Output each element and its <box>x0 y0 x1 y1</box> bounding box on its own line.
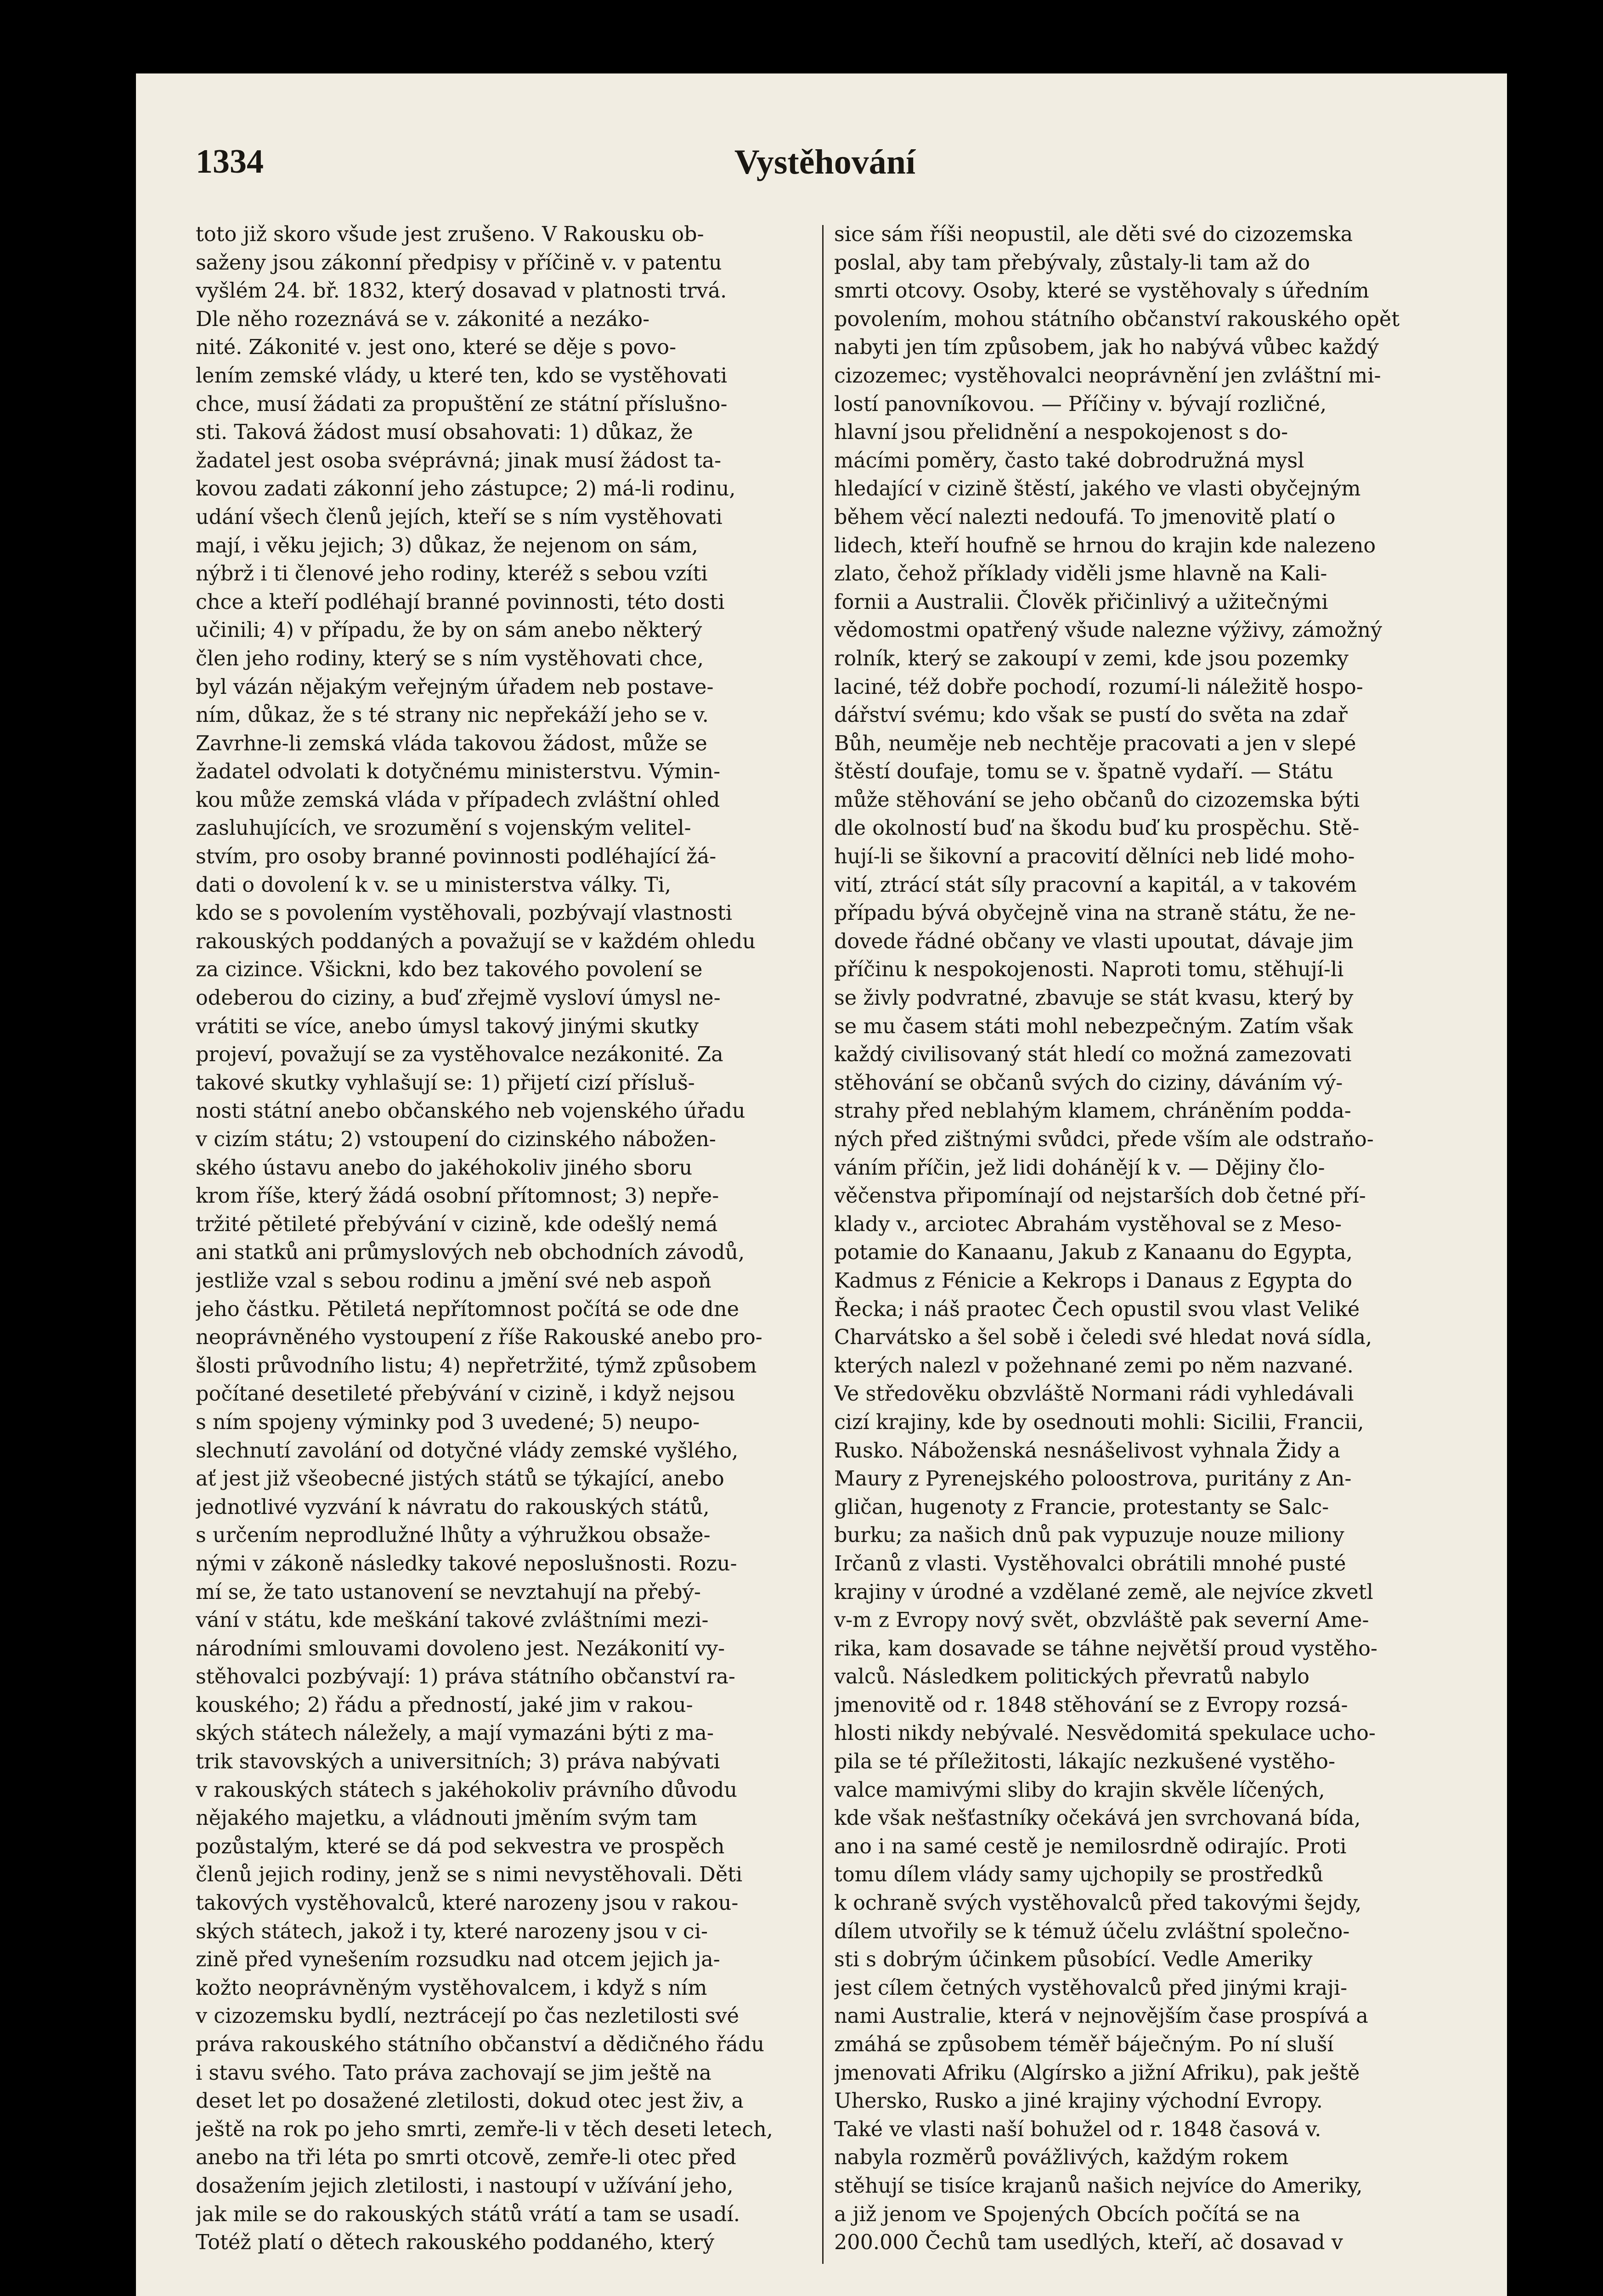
text-line: projeví, považují se za vystěhovalce nezákonité. Za <box>196 1043 723 1067</box>
text-line: šlosti průvodního listu; 4) nepřetržité, týmž způsobem <box>196 1354 757 1378</box>
text-line: poslal, aby tam přebývaly, zůstaly-li tam až do <box>834 251 1310 275</box>
text-line: Irčanů z vlasti. Vystěhovalci obrátili mnohé pusté <box>834 1552 1346 1576</box>
text-line: cizí krajiny, kde by osednouti mohli: Sicilii, Francii, <box>834 1410 1364 1434</box>
text-line: jestliže vzal s sebou rodinu a jmění své neb aspoň <box>196 1269 711 1293</box>
text-line: sti. Taková žádost musí obsahovati: 1) důkaz, že <box>196 421 693 445</box>
text-line: valce mamivými sliby do krajin skvěle líčených, <box>834 1778 1325 1802</box>
text-line: Bůh, neuměje neb nechtěje pracovati a jen v slepé <box>834 732 1356 755</box>
text-line: lostí panovníkovou. — Příčiny v. bývají rozličné, <box>834 392 1327 416</box>
text-line: v cizím státu; 2) vstoupení do cizinského nábožen- <box>196 1128 716 1151</box>
text-line: stvím, pro osoby branné povinnosti podléhající žá- <box>196 845 717 869</box>
text-line: ských státech náležely, a mají vymazáni býti z ma- <box>196 1722 714 1745</box>
text-line: 200.000 Čechů tam usedlých, kteří, ač dosavad v <box>834 2231 1343 2255</box>
text-line: člen jeho rodiny, který se s ním vystěhovati chce, <box>196 647 704 670</box>
text-line: nami Australie, která v nejnovějším čase prospívá a <box>834 2004 1368 2028</box>
text-line: vání v státu, kde meškání takové zvláštními mezi- <box>196 1609 709 1632</box>
text-line: kožto neoprávněným vystěhovalcem, i když s ním <box>196 1976 707 2000</box>
text-line: každý civilisovaný stát hledí co možná zamezovati <box>834 1043 1352 1067</box>
text-line: chce, musí žádati za propuštění ze státní příslušno- <box>196 392 728 416</box>
text-line: strahy před neblahým klamem, chráněním podda- <box>834 1099 1351 1123</box>
text-line: nýbrž i ti členové jeho rodiny, kteréž s sebou vzíti <box>196 562 708 586</box>
text-line: takových vystěhovalců, které narozeny jsou v rakou- <box>196 1891 739 1915</box>
text-line: nými v zákoně následky takové neposlušnosti. Rozu- <box>196 1552 737 1576</box>
text-line: Kadmus z Fénicie a Kekrops i Danaus z Egypta do <box>834 1269 1352 1293</box>
text-line: nabyti jen tím způsobem, jak ho nabývá vůbec každý <box>834 336 1379 360</box>
text-line: deset let po dosažené zletilosti, dokud otec jest živ, a <box>196 2089 744 2113</box>
column-divider <box>822 225 824 2264</box>
text-line: jak mile se do rakouských států vrátí a tam se usadí. <box>196 2202 740 2226</box>
text-line: i stavu svého. Tato práva zachovají se jim ještě na <box>196 2061 711 2085</box>
text-line: trik stavovských a universitních; 3) práva nabývati <box>196 1750 720 1774</box>
text-line: dati o dovolení k v. se u ministerstva války. Ti, <box>196 873 672 897</box>
text-line: kovou zadati zákonní jeho zástupce; 2) má-li rodinu, <box>196 477 736 501</box>
left-text-column <box>196 220 811 2257</box>
text-line: Také ve vlasti naší bohužel od r. 1848 časová v. <box>834 2117 1321 2141</box>
text-line: tržité pětileté přebývání v cizině, kde odešlý nemá <box>196 1212 718 1236</box>
text-line: odeberou do ciziny, a buď zřejmě vysloví úmysl ne- <box>196 986 721 1010</box>
text-line: rika, kam dosavade se táhne největší proud vystěho- <box>834 1637 1377 1660</box>
page-number: 1334 <box>196 143 264 180</box>
text-line: s ním spojeny výminky pod 3 uvedené; 5) neupo- <box>196 1410 700 1434</box>
text-line: váním příčin, jež lidi dohánějí k v. — Dějiny člo- <box>834 1156 1325 1180</box>
book-page <box>136 73 1507 2296</box>
text-line: a již jenom ve Spojených Obcích počítá se na <box>834 2202 1300 2226</box>
text-line: se živly podvratné, zbavuje se stát kvasu, který by <box>834 986 1354 1010</box>
text-line: ského ústavu anebo do jakéhokoliv jiného sboru <box>196 1156 693 1180</box>
text-line: žadatel jest osoba svéprávná; jinak musí žádost ta- <box>196 449 722 473</box>
text-line: k ochraně svých vystěhovalců před takovými šejdy, <box>834 1891 1362 1915</box>
text-line: v cizozemsku bydlí, neztrácejí po čas nezletilosti své <box>196 2004 739 2028</box>
text-line: vití, ztrácí stát síly pracovní a kapitál, a v takovém <box>834 873 1357 897</box>
text-line: Ve středověku obzvláště Normani rádi vyhledávali <box>834 1382 1354 1406</box>
text-line: neoprávněného vystoupení z říše Rakouské anebo pro- <box>196 1326 762 1350</box>
text-line: rakouských poddaných a považují se v každém ohledu <box>196 929 756 953</box>
text-line: za cizince. Všickni, kdo bez takového povolení se <box>196 958 703 982</box>
text-line: zasluhujících, ve srozumění s vojenským velitel- <box>196 816 691 840</box>
text-line: dosažením jejich zletilosti, i nastoupí v užívání jeho, <box>196 2174 734 2198</box>
text-line: se mu časem státi mohl nebezpečným. Zatím však <box>834 1014 1353 1038</box>
text-line: valců. Následkem politických převratů nabylo <box>834 1665 1309 1689</box>
text-line: smrti otcovy. Osoby, které se vystěhovaly s úředním <box>834 279 1369 303</box>
text-line: pila se té příležitosti, lákajíc nezkušené vystěho- <box>834 1750 1336 1774</box>
text-line: mají, i věku jejich; 3) důkaz, že nejenom on sám, <box>196 534 698 557</box>
text-line: v-m z Evropy nový svět, obzvláště pak severní Ame- <box>834 1609 1369 1632</box>
text-line: Rusko. Náboženská nesnášelivost vyhnala Židy a <box>834 1439 1340 1463</box>
text-line: vyšlém 24. bř. 1832, který dosavad v platnosti trvá. <box>196 279 727 303</box>
text-line: jednotlivé vyzvání k návratu do rakouských států, <box>196 1495 710 1519</box>
text-line: hují-li se šikovní a pracovití dělníci neb lidé moho- <box>834 845 1355 869</box>
text-line: pozůstalým, které se dá pod sekvestra ve prospěch <box>196 1835 725 1858</box>
text-line: s určením neprodlužné lhůty a výhružkou obsaže- <box>196 1524 711 1548</box>
text-line: kterých nalezl v požehnané zemi po něm nazvané. <box>834 1354 1354 1378</box>
text-line: počítané desetileté přebývání v cizině, i když nejsou <box>196 1382 735 1406</box>
text-line: toto již skoro všude jest zrušeno. V Rakousku ob- <box>196 223 704 246</box>
text-line: saženy jsou zákonní předpisy v příčině v. v patentu <box>196 251 722 275</box>
text-line: nabyla rozměrů povážlivých, každým rokem <box>834 2146 1289 2170</box>
text-line: anebo na tři léta po smrti otcově, zemře-li otec před <box>196 2146 736 2170</box>
text-line: jmenovati Afriku (Algírsko a jižní Afriku), pak ještě <box>834 2061 1360 2085</box>
text-line: ani statků ani průmyslových neb obchodních závodů, <box>196 1241 745 1265</box>
text-line: Totéž platí o dětech rakouského poddaného, který <box>196 2231 715 2255</box>
text-line: krom říše, který žádá osobní přítomnost; 3) nepře- <box>196 1184 719 1208</box>
text-line: povolením, mohou státního občanství rakouského opět <box>834 307 1400 331</box>
text-line: tomu dílem vlády samy ujchopily se prostředků <box>834 1863 1324 1887</box>
text-line: členů jejich rodiny, jenž se s nimi nevystěhovali. Děti <box>196 1863 743 1887</box>
text-line: vědomostmi opatřený všude nalezne výživy, zámožný <box>834 619 1383 642</box>
text-line: národními smlouvami dovoleno jest. Nezákonití vy- <box>196 1637 725 1660</box>
text-line: během věcí nalezti nedoufá. To jmenovitě platí o <box>834 505 1336 529</box>
text-line: potamie do Kanaanu, Jakub z Kanaanu do Egypta, <box>834 1241 1353 1265</box>
text-line: slechnutí zavolání od dotyčné vlády zemské vyšlého, <box>196 1439 739 1463</box>
text-line: sti s dobrým účinkem působící. Vedle Ameriky <box>834 1948 1313 1972</box>
text-line: laciné, též dobře pochodí, rozumí-li náležitě hospo- <box>834 675 1363 699</box>
text-line: gličan, hugenoty z Francie, protestanty se Salc- <box>834 1495 1329 1519</box>
text-line: ných před zištnými svůdci, přede vším ale odstraňo- <box>834 1128 1374 1151</box>
text-line: ještě na rok po jeho smrti, zemře-li v těch deseti letech, <box>196 2117 773 2141</box>
text-line: Maury z Pyrenejského poloostrova, puritány z An- <box>834 1467 1352 1491</box>
text-line: jeho částku. Pětiletá nepřítomnost počítá se ode dne <box>196 1297 739 1321</box>
text-line: dovede řádné občany ve vlasti upoutat, dávaje jim <box>834 929 1354 953</box>
text-line: v rakouských státech s jakéhokoliv právního důvodu <box>196 1778 738 1802</box>
text-line: udání všech členů jejích, kteří se s ním vystěhovati <box>196 505 722 529</box>
text-line: zmáhá se způsobem téměř báječným. Po ní sluší <box>834 2033 1334 2056</box>
running-head-title: Vystěhování <box>734 143 916 181</box>
text-line: příčinu k nespokojenosti. Naproti tomu, stěhují-li <box>834 958 1344 982</box>
text-line: ano i na samé cestě je nemilosrdně odirajíc. Proti <box>834 1835 1347 1858</box>
text-line: krajiny v úrodné a vzdělané země, ale nejvíce zkvetl <box>834 1580 1373 1604</box>
text-line: žadatel odvolati k dotyčnému ministerstvu. Výmin- <box>196 760 721 784</box>
text-line: Řecka; i náš praotec Čech opustil svou vlast Veliké <box>834 1297 1360 1321</box>
text-line: lením zemské vlády, u které ten, kdo se vystěhovati <box>196 364 728 388</box>
text-line: takové skutky vyhlašují se: 1) přijetí cizí přísluš- <box>196 1071 695 1095</box>
text-line: mí se, že tato ustanovení se nevztahují na přebý- <box>196 1580 701 1604</box>
text-line: lidech, kteří houfně se hrnou do krajin kde nalezeno <box>834 534 1376 557</box>
text-line: práva rakouského státního občanství a dědičného řádu <box>196 2033 764 2056</box>
text-line: případu bývá obyčejně vina na straně státu, že ne- <box>834 901 1356 925</box>
text-line: fornii a Australii. Člověk přičinlivý a užitečnými <box>834 590 1328 614</box>
text-line: burku; za našich dnů pak vypuzuje nouze miliony <box>834 1524 1344 1548</box>
text-line: stěhovalci pozbývají: 1) práva státního občanství ra- <box>196 1665 735 1689</box>
text-line: kde však nešťastníky očekává jen svrchovaná bída, <box>834 1806 1361 1830</box>
text-line: zlato, čehož příklady viděli jsme hlavně na Kali- <box>834 562 1327 586</box>
text-line: kouského; 2) řádu a předností, jaké jim v rakou- <box>196 1693 693 1717</box>
text-line: rolník, který se zakoupí v zemi, kde jsou pozemky <box>834 647 1349 670</box>
text-line: kdo se s povolením vystěhovali, pozbývají vlastnosti <box>196 901 733 925</box>
text-line: hlosti nikdy nebývalé. Nesvědomitá spekulace ucho- <box>834 1722 1376 1745</box>
text-line: nějakého majetku, a vládnouti jměním svým tam <box>196 1806 697 1830</box>
text-line: Zavrhne-li zemská vláda takovou žádost, může se <box>196 732 707 755</box>
text-line: kou může zemská vláda v případech zvláštní ohled <box>196 788 720 812</box>
text-line: štěstí doufaje, tomu se v. špatně vydaří. — Státu <box>834 760 1333 784</box>
text-line: stěhování se občanů svých do ciziny, dáváním vý- <box>834 1071 1343 1095</box>
text-line: jmenovitě od r. 1848 stěhování se z Evropy rozsá- <box>834 1693 1348 1717</box>
text-line: dle okolností buď na škodu buď ku prospěchu. Stě- <box>834 816 1360 840</box>
text-line: nité. Zákonité v. jest ono, které se děje s povo- <box>196 336 677 360</box>
text-line: nosti státní anebo občanského neb vojenského úřadu <box>196 1099 745 1123</box>
text-line: učinili; 4) v případu, že by on sám anebo některý <box>196 619 702 642</box>
text-line: byl vázán nějakým veřejným úřadem neb postave- <box>196 675 714 699</box>
text-line: jest cílem četných vystěhovalců před jinými kraji- <box>834 1976 1348 2000</box>
text-line: ských státech, jakož i ty, které narozeny jsou v ci- <box>196 1919 708 1943</box>
text-line: chce a kteří podléhají branné povinnosti, této dosti <box>196 590 725 614</box>
text-line: hlavní jsou přelidnění a nespokojenost s do- <box>834 421 1288 445</box>
text-line: zině před vynešením rozsudku nad otcem jejich ja- <box>196 1948 720 1972</box>
text-line: Charvátsko a šel sobě i čeledi své hledat nová sídla, <box>834 1326 1372 1350</box>
text-line: mácími poměry, často také dobrodružná mysl <box>834 449 1304 473</box>
text-line: Dle něho rozeznává se v. zákonité a nezáko- <box>196 307 650 331</box>
text-line: hledající v cizině štěstí, jakého ve vlasti obyčejným <box>834 477 1361 501</box>
text-line: sice sám říši neopustil, ale děti své do cizozemska <box>834 223 1353 246</box>
text-line: klady v., arciotec Abrahám vystěhoval se z Meso- <box>834 1212 1342 1236</box>
text-line: Uhersko, Rusko a jiné krajiny východní Evropy. <box>834 2089 1323 2113</box>
right-text-column <box>834 220 1450 2257</box>
text-line: vrátiti se více, anebo úmysl takový jinými skutky <box>196 1014 699 1038</box>
text-line: věčenstva připomínají od nejstarších dob četné pří- <box>834 1184 1366 1208</box>
text-line: stěhují se tisíce krajanů našich nejvíce do Ameriky, <box>834 2174 1363 2198</box>
text-line: ním, důkaz, že s té strany nic nepřekáží jeho se v. <box>196 703 709 727</box>
text-line: dílem utvořily se k témuž účelu zvláštní společno- <box>834 1919 1350 1943</box>
text-line: může stěhování se jeho občanů do cizozemska býti <box>834 788 1360 812</box>
text-line: dářství svému; kdo však se pustí do světa na zdař <box>834 703 1348 727</box>
text-line: ať jest již všeobecné jistých států se týkající, anebo <box>196 1467 724 1491</box>
text-line: cizozemec; vystěhovalci neoprávnění jen zvláštní mi- <box>834 364 1381 388</box>
